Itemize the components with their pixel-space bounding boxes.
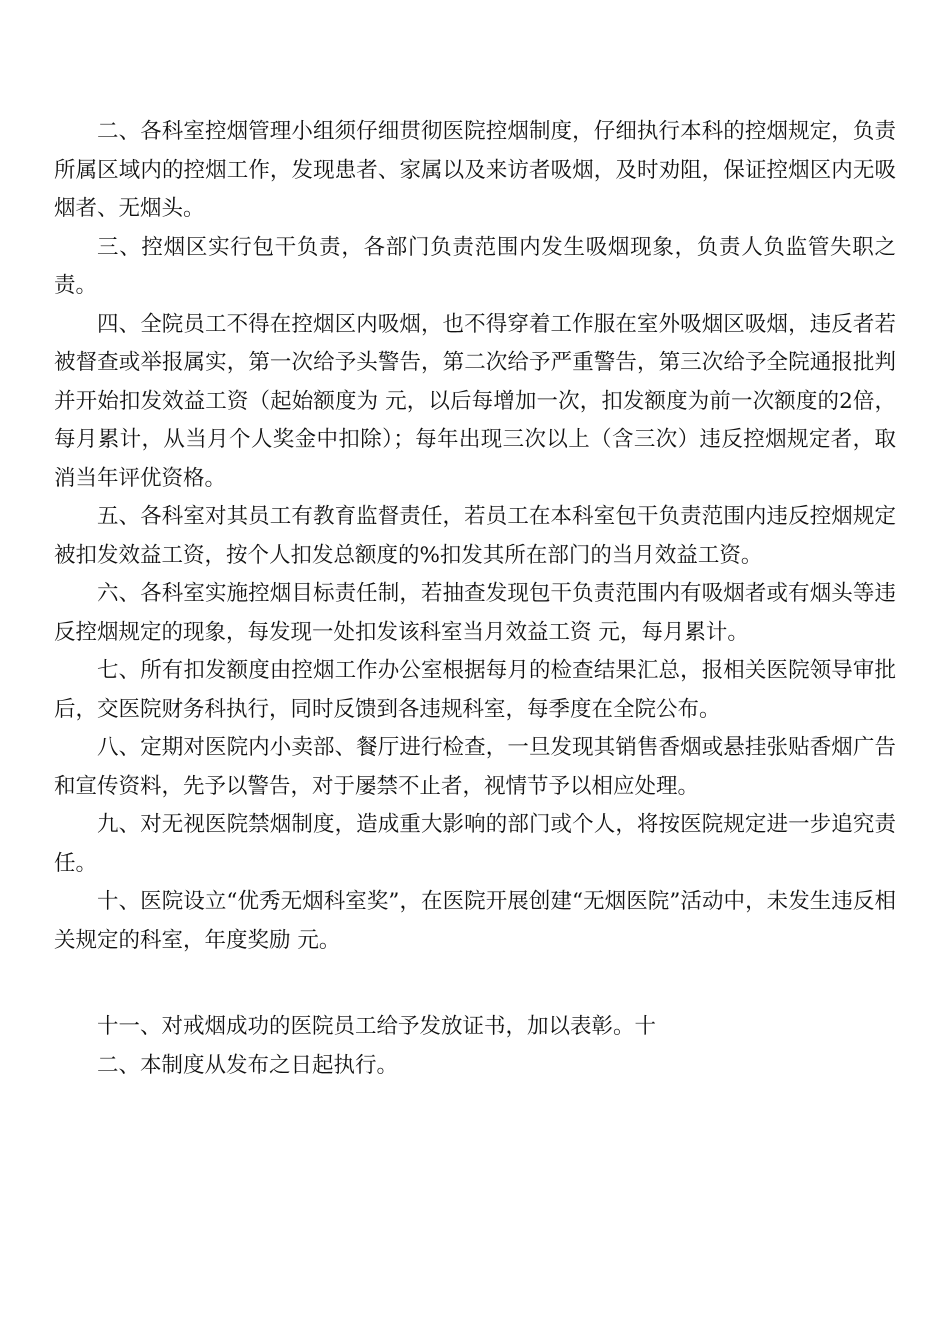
paragraph-2-smoke-control-groups: 二、各科室控烟管理小组须仔细贯彻医院控烟制度，仔细执行本科的控烟规定，负责所属区域内的控烟工作，发现患者、家属以及来访者吸烟，及时劝阻，保证控烟区内无吸烟者、无烟头。 xyxy=(54,119,896,221)
paragraph-11-certificates: 十一、对戒烟成功的医院员工给予发放证书，加以表彰。十 xyxy=(97,1014,657,1039)
paragraph-10-award: 十、医院设立“优秀无烟科室奖”，在医院开展创建“无烟医院”活动中，未发生违反相关规定的科室，年度奖励 元。 xyxy=(54,889,896,953)
paragraph-6-target-responsibility: 六、各科室实施控烟目标责任制，若抽查发现包干负责范围内有吸烟者或有烟头等违反控烟规定的现象，每发现一处扣发该科室当月效益工资 元，每月累计。 xyxy=(54,581,896,645)
paragraph-12-effective-date: 二、本制度从发布之日起执行。 xyxy=(97,1052,399,1078)
paragraph-3-responsibility: 三、控烟区实行包干负责，各部门负责范围内发生吸烟现象，负责人负监管失职之责。 xyxy=(54,234,896,298)
paragraph-8-shop-inspection: 八、定期对医院内小卖部、餐厅进行检查，一旦发现其销售香烟或悬挂张贴香烟广告和宣传资料，先予以警告，对于屡禁不止者，视情节予以相应处理。 xyxy=(54,735,896,799)
paragraph-4-staff-penalties: 四、全院员工不得在控烟区内吸烟，也不得穿着工作服在室外吸烟区吸烟，违反者若被督查或举报属实，第一次给予头警告，第二次给予严重警告，第三次给予全院通报批判并开始扣发效益工资（起始额度为 元，以后每增加一次，扣发额度为前一次额度的2倍，每月累计，从当月个人奖金中扣除）；每年出现三次以上（含三次）违反控烟规定者，取消当年评优资格。 xyxy=(54,311,896,491)
document-body xyxy=(54,113,896,1085)
paragraph-5-department-supervision: 五、各科室对其员工有教育监督责任，若员工在本科室包干负责范围内违反控烟规定被扣发效益工资，按个人扣发总额度的%扣发其所在部门的当月效益工资。 xyxy=(54,504,896,568)
paragraph-7-deduction-approval: 七、所有扣发额度由控烟工作办公室根据每月的检查结果汇总，报相关医院领导审批后，交医院财务科执行，同时反馈到各违规科室，每季度在全院公布。 xyxy=(54,658,896,722)
paragraph-9-accountability: 九、对无视医院禁烟制度，造成重大影响的部门或个人，将按医院规定进一步追究责任。 xyxy=(54,812,896,876)
